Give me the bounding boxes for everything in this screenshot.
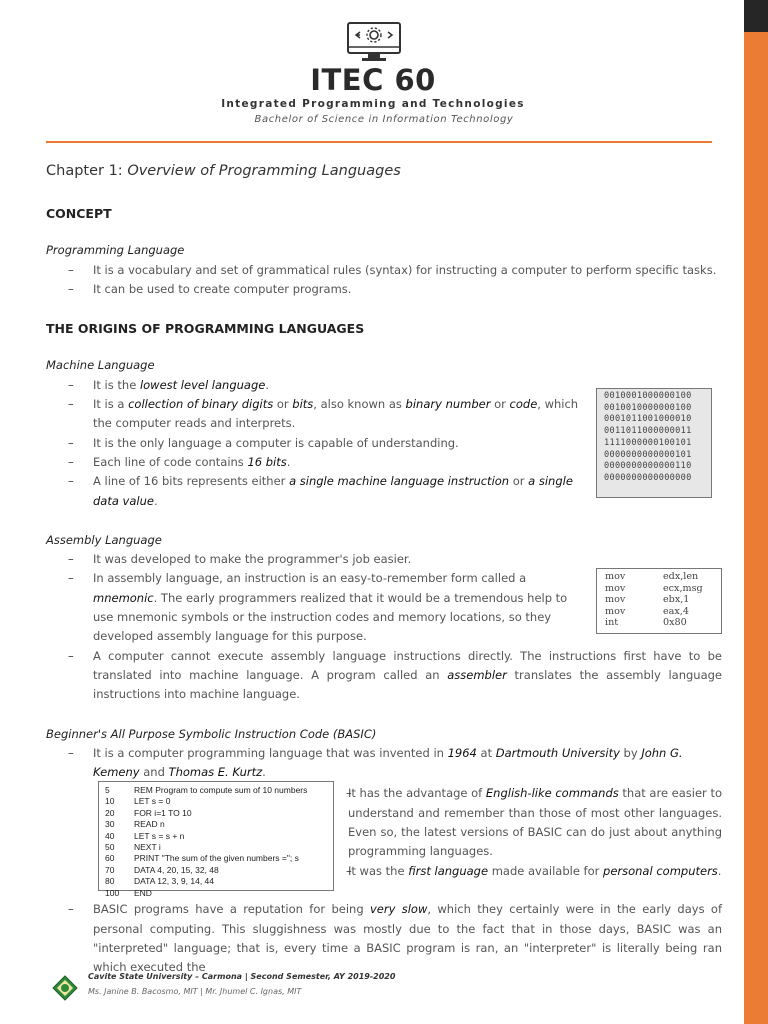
university-seal-icon	[52, 975, 78, 1001]
code-line: 0010010000000100	[604, 402, 692, 413]
list-item: – BASIC programs have a reputation for being very slow, which they certainly were in the early days of personal computing. This sluggishness was mostly due to the fact that in those days, BASIC was an "interpreted" language; that is, every time a BASIC program is ran, an "interpreter" is literally being ran which executed the	[46, 900, 722, 977]
basic-list-outro	[46, 900, 722, 975]
section-heading-concept: CONCEPT	[46, 206, 112, 221]
code-line: 30 READ n	[105, 819, 165, 830]
code-line: 20 FOR i=1 TO 10	[105, 807, 192, 818]
subheading-programming-language: Programming Language	[46, 243, 185, 258]
list-item: – It is the lowest level language.	[46, 376, 586, 395]
code-line: 0000000000000000	[604, 472, 692, 483]
code-line: 100 END	[105, 887, 152, 898]
list-item: – It has the advantage of English-like commands that are easier to understand and remember than those of most other languages. Even so, the latest versions of BASIC can do just about anything programming languages.	[324, 784, 722, 861]
subheading-machine-language: Machine Language	[46, 358, 155, 373]
code-line: 0011011000000011	[604, 426, 692, 437]
code-line: 70 DATA 4, 20, 15, 32, 48	[105, 864, 219, 875]
list-item: – A line of 16 bits represents either a single machine language instruction or a single data value.	[46, 472, 586, 511]
section-heading-origins: THE ORIGINS OF PROGRAMMING LANGUAGES	[46, 321, 365, 337]
header-divider	[46, 141, 712, 143]
subheading-basic: Beginner's All Purpose Symbolic Instruction Code (BASIC)	[46, 726, 377, 741]
list-item: – It can be used to create computer programs.	[46, 280, 722, 299]
machine-code-sample	[596, 388, 712, 498]
page-corner-dark-bar	[744, 0, 768, 32]
list-item: – Each line of code contains 16 bits.	[46, 453, 586, 472]
course-name: Integrated Programming and Technologies	[221, 98, 525, 110]
basic-list-intro	[46, 744, 722, 783]
code-line: 50 NEXT i	[105, 842, 161, 853]
code-line: mov eax,4	[605, 605, 689, 617]
code-line: 5 REM Program to compute sum of 10 numbers	[105, 785, 308, 795]
footer-instructors: Ms. Janine B. Bacosmo, MIT | Mr. Jhumel C. Ignas, MIT	[88, 987, 302, 996]
code-line: 80 DATA 12, 3, 9, 14, 44	[105, 876, 215, 887]
chapter-title: Chapter 1: Overview of Programming Languages	[46, 163, 401, 179]
footer-university: Cavite State University – Carmona | Second Semester, AY 2019-2020	[88, 972, 396, 981]
page-side-accent-bar	[744, 0, 768, 1024]
list-item: – It was developed to make the programmer's job easier.	[46, 550, 722, 569]
machine-language-list	[46, 376, 586, 511]
code-line: 40 LET s = s + n	[105, 830, 185, 841]
code-line: int 0x80	[605, 617, 687, 629]
list-item: – It is a collection of binary digits or bits, also known as binary number or code, which the computer reads and interprets.	[46, 395, 586, 434]
code-line: 60 PRINT "The sum of the given numbers ="; s	[105, 853, 299, 864]
basic-code-sample	[98, 781, 334, 898]
code-line: mov ebx,1	[605, 594, 690, 606]
list-item: – It is a computer programming language that was invented in 1964 at Dartmouth University by John G. Kemeny and Thomas E. Kurtz.	[46, 744, 722, 783]
code-line: mov edx,len	[605, 571, 699, 582]
program-name: Bachelor of Science in Information Technology	[254, 114, 514, 125]
basic-list-side	[324, 784, 722, 900]
code-line: 10 LET s = 0	[105, 796, 171, 807]
list-item: – It was the first language made available for personal computers.	[324, 862, 722, 881]
code-line: 0001011001000010	[604, 414, 692, 425]
list-item: – It is a vocabulary and set of grammatical rules (syntax) for instructing a computer to perform specific tasks.	[46, 261, 722, 280]
list-item: – A computer cannot execute assembly language instructions directly. The instructions first have to be translated into machine language. A program called an assembler translates the assembly language instructions into machine language.	[46, 647, 722, 705]
monitor-gear-code-icon	[346, 22, 402, 62]
list-item: – It is the only language a computer is capable of understanding.	[46, 434, 586, 453]
concept-list	[46, 261, 722, 300]
assembly-code-sample	[596, 568, 722, 634]
course-code: ITEC 60	[310, 63, 436, 97]
code-line: 0000000000000110	[604, 461, 692, 472]
code-line: 1111000000100101	[604, 437, 692, 448]
list-item: – In assembly language, an instruction is an easy-to-remember form called a mnemonic. The early programmers realized that it would be a tremendous help to use mnemonic symbols or the instruction codes and memory locations, so they developed assembly language for this purpose.	[46, 569, 581, 646]
code-line: 0000000000000101	[604, 449, 692, 460]
code-line: mov ecx,msg	[605, 582, 703, 594]
code-line: 0010001000000100	[604, 391, 692, 401]
subheading-assembly-language: Assembly Language	[46, 532, 162, 547]
